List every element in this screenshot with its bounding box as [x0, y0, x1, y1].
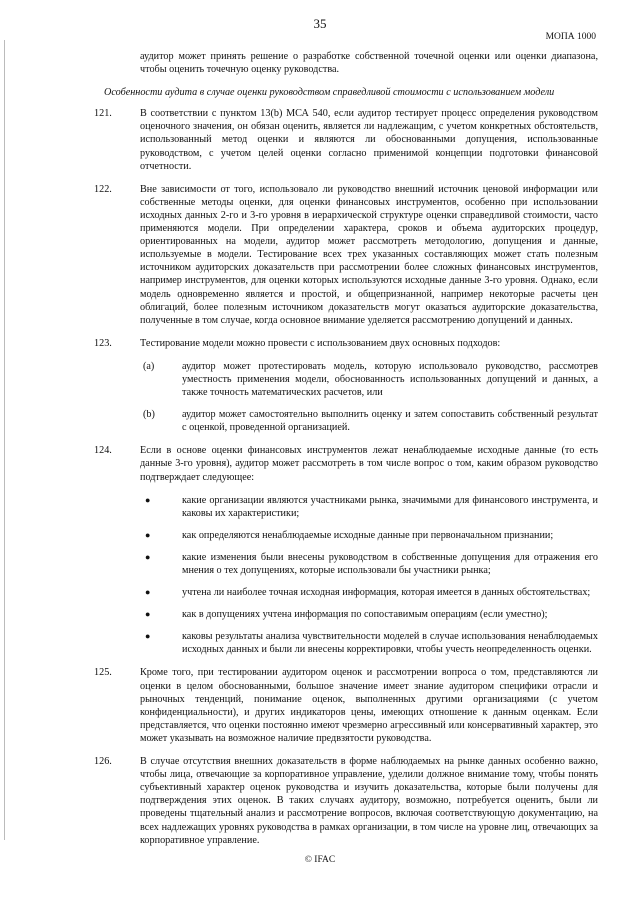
paragraph-number: 125.: [94, 667, 112, 679]
paragraph-text: Вне зависимости от того, использовало ли руководство внешний источник ценовой информации или собственные методы оценки, для оценки финансовых инструментов, особенно при использовании исходных данных 2-го и 3-го уровня в иерархической структуре оценки справедливой стоимости, часто применяются модели. При определении характера, сроков и объема аудиторских процедур, ориентированных на модели, аудитор может рассмотреть методологию, допущения и данные, используемые в модели. Тестирование всех трех указанных составляющих может стать полезным источником аудиторских доказательств при рассмотрении более сложных финансовых инструментов, например инструментов, для оценки которых используются исходные данные 3-го уровня. Однако, если модель одновременно является и простой, и общепризнанной, например некоторые расчеты цен облигаций, более полезным источником доказательств могут оказаться аудиторские доказательства, полученные в том случае, когда основное внимание уделяется рассмотрению допущений и данных.: [140, 183, 598, 326]
sub-item-a: [140, 360, 598, 399]
list-item: [140, 586, 598, 599]
paragraph-number: 124.: [94, 445, 112, 457]
paragraph-number: 122.: [94, 183, 112, 195]
page-body: [94, 50, 598, 857]
list-item-text: какие организации являются участниками рынка, значимыми для финансового инструмента, и каковы их характеристики;: [182, 494, 598, 519]
paragraph-122: [94, 183, 598, 327]
paragraph-text: Тестирование модели можно провести с использованием двух основных подходов:: [140, 337, 501, 349]
paragraph-number: 123.: [94, 337, 112, 349]
sub-item-text: аудитор может самостоятельно выполнить оценку и затем сопоставить собственный результат с оценкой, проведенной организацией.: [182, 409, 598, 434]
bullet-icon: ●: [145, 529, 151, 540]
copyright-footer: © IFAC: [304, 855, 336, 865]
list-item-text: учтена ли наиболее точная исходная информация, которая имеется в данных обстоятельствах;: [182, 587, 591, 599]
sub-item-b: [140, 408, 598, 434]
paragraph-text: Если в основе оценки финансовых инструментов лежат ненаблюдаемые исходные данные (то есть данные 3-го уровня), аудитор может рассмотреть в том числе вопрос о том, каким образом руководство подтверждает следующее:: [140, 445, 598, 483]
bullet-icon: ●: [145, 609, 151, 620]
bullet-icon: ●: [145, 494, 151, 505]
sub-item-list: [114, 360, 598, 434]
list-item: [140, 630, 598, 656]
bullet-list: [114, 494, 598, 657]
bullet-icon: ●: [145, 587, 151, 598]
paragraph-126: [94, 755, 598, 847]
sub-item-text: аудитор может протестировать модель, которую использовало руководство, рассмотрев уместность применения модели, обоснованность использованных допущений и данных, а также точность математических расчетов, или: [182, 360, 598, 399]
paragraph-text: Кроме того, при тестировании аудитором оценок и рассмотрении вопроса о том, представляются ли оценки в целом обоснованными, большое значение имеет знание аудитором специфики отрасли и рыночных тенденций, понимание оценок, выполненных другими организациями (с учетом конфиденциальности), и других индикаторов цены, имеющих отношение к данным оценкам. Если представляется, что оценки постоянно имеют чрезмерно агрессивный или консервативный характер, это может указывать на возможное наличие предвзятости руководства.: [140, 667, 598, 744]
scan-margin-line: [4, 40, 5, 840]
bullet-icon: ●: [145, 551, 151, 562]
list-item-text: как в допущениях учтена информация по сопоставимым операциям (если уместно);: [182, 609, 548, 621]
list-item-text: как определяются ненаблюдаемые исходные данные при первоначальном признании;: [182, 529, 554, 541]
list-item: [140, 608, 598, 621]
paragraph-text: В соответствии с пунктом 13(b) МСА 540, если аудитор тестирует процесс определения руководством оценочного значения, он обязан оценить, является ли надлежащим, с учетом конкретных обстоятельств, использованный метод оценки и являются ли обоснованными допущения, использованные руководством, с учетом целей оценки согласно применимой концепции подготовки финансовой отчетности.: [140, 108, 598, 172]
paragraph-121: [94, 107, 598, 172]
list-item: [140, 551, 598, 577]
paragraph-125: [94, 666, 598, 745]
intro-text: аудитор может принять решение о разработке собственной точечной оценки или оценки диапазона, чтобы оценить точечную оценку руководства.: [140, 51, 598, 76]
sub-item-letter: (a): [143, 360, 155, 372]
sub-item-letter: (b): [143, 409, 155, 421]
document-code: МОПА 1000: [545, 32, 596, 42]
section-title: Особенности аудита в случае оценки руководством справедливой стоимости с использованием модели: [104, 87, 555, 99]
paragraph-text: В случае отсутствия внешних доказательств в форме наблюдаемых на рынке данных особенно важно, чтобы лица, отвечающие за корпоративное управление, уделили должное внимание тому, чтобы понять субъективный характер оценок руководства и изучить доказательства, которые были получены для подтверждения этих оценок. В таких случаях аудитору, возможно, потребуется оценить, были ли проведены тщательный анализ и рассмотрение вопросов, включая соответствующую документацию, на всех надлежащих уровнях руководства в рамках организации, в том числе на уровне лиц, отвечающих за корпоративное управление.: [140, 756, 598, 846]
paragraph-number: 121.: [94, 108, 112, 120]
paragraph-124: [94, 444, 598, 483]
list-item-text: какие изменения были внесены руководством в собственные допущения для отражения его мнения о тех допущениях, которые использовали бы участники рынка;: [182, 551, 598, 576]
list-item-text: каковы результаты анализа чувствительности моделей в случае использования ненаблюдаемых исходных данных и были ли внесены корректировки, чтобы учесть неопределенность оценки.: [182, 631, 598, 656]
list-item: [140, 529, 598, 542]
page-number: 35: [313, 16, 327, 31]
paragraph-123: [94, 337, 598, 350]
bullet-icon: ●: [145, 631, 151, 642]
paragraph-number: 126.: [94, 756, 112, 768]
list-item: [140, 494, 598, 520]
